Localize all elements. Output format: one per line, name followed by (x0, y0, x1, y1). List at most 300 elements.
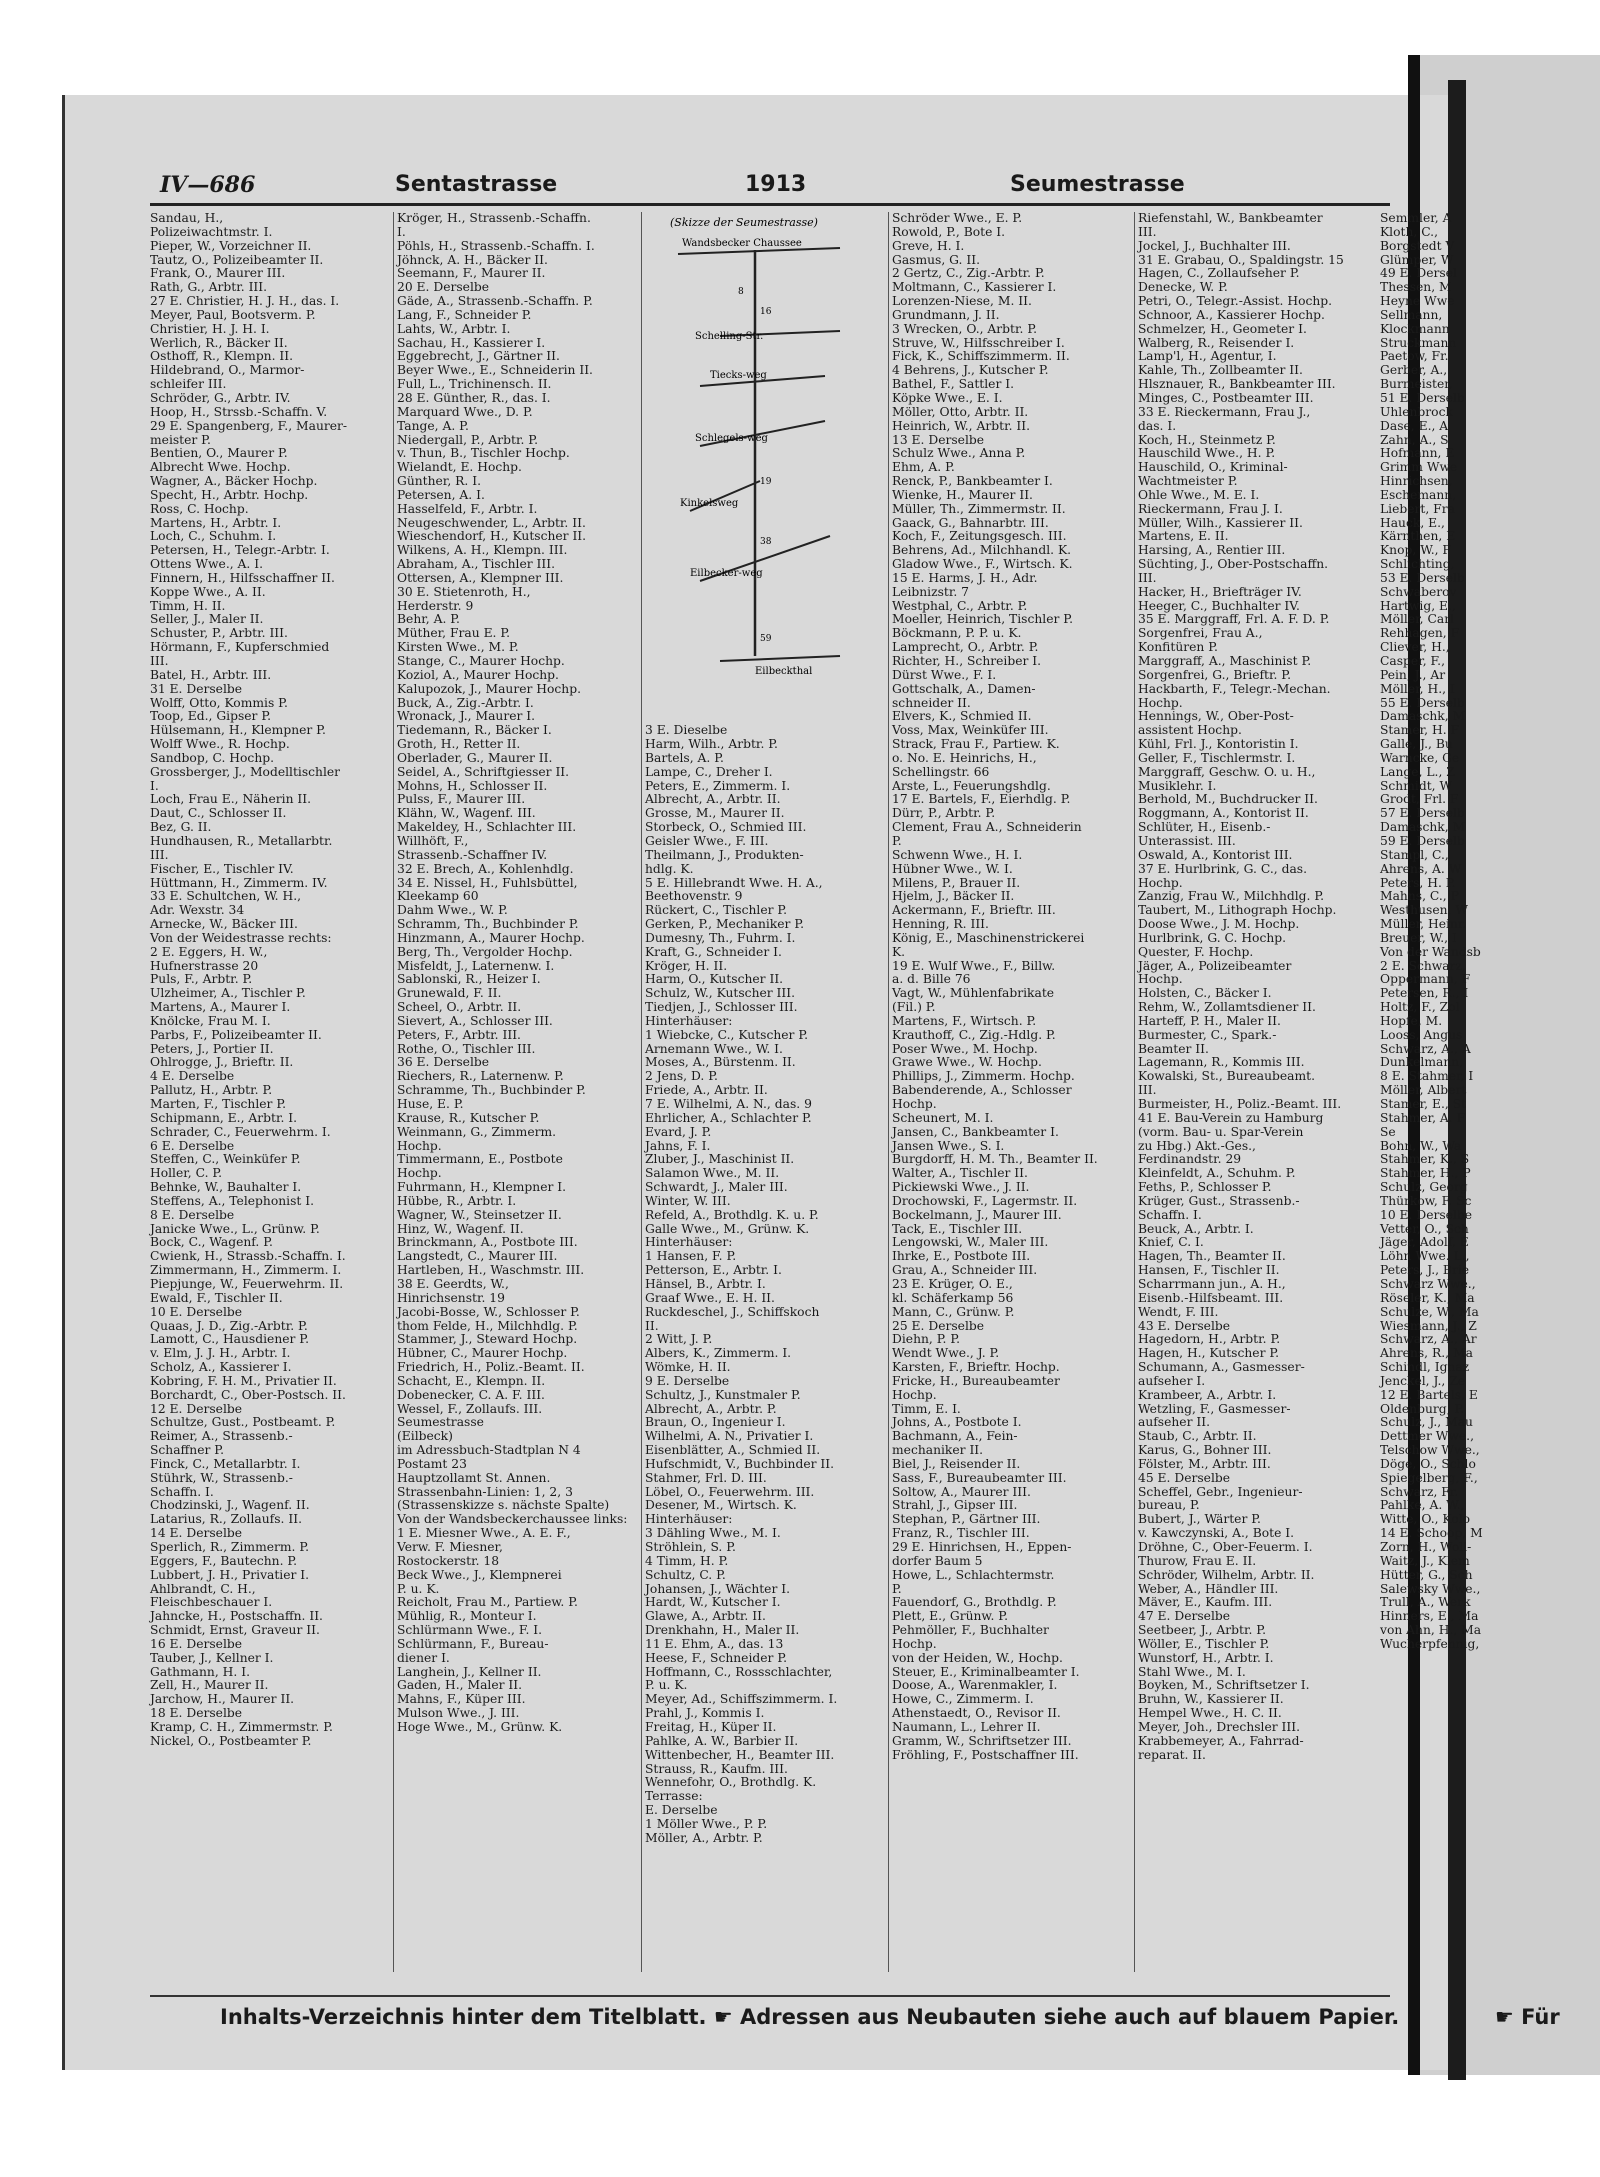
entry-line: Toop, Ed., Gipser P. (150, 709, 272, 724)
entry-line: Gaack, G., Bahnarbtr. III. (892, 515, 1049, 530)
entry-line: Theilmann, J., Produkten- (645, 847, 804, 862)
entry-line: Kröger, H., Strassenb.-Schaffn. (397, 211, 591, 225)
entry-line: Döge, O., Schlo (1380, 1456, 1476, 1471)
entry-line: Cliever, H., (1380, 640, 1450, 655)
entry-line: Borgstedt V (1380, 238, 1455, 253)
year-title: 1913 (745, 172, 807, 197)
entry-line: Hansen, F., Tischler II. (1138, 1263, 1280, 1278)
entry-line: Gottschalk, A., Damen- (892, 681, 1036, 696)
entry-line: Berhold, M., Buchdrucker II. (1138, 792, 1318, 807)
entry-line: Hauck, E., (1380, 515, 1445, 530)
entry-line: Scholz, A., Kassierer I. (150, 1360, 292, 1375)
map-number: 8 (738, 287, 744, 297)
entry-line: Albrecht, A., Arbtr. P. (645, 1401, 777, 1416)
entry-line: Hjelm, J., Bäcker II. (892, 889, 1015, 904)
map-number: 59 (760, 634, 772, 644)
entry-line: Loch, C., Schuhm. I. (150, 529, 277, 544)
entry-line: Seetbeer, J., Arbtr. P. (1138, 1623, 1266, 1638)
entry-line: Hübbe, R., Arbtr. I. (397, 1193, 517, 1208)
entry-line: Schindl, Ignaz (1380, 1360, 1470, 1375)
entry-line: Lamott, C., Hausdiener P. (150, 1332, 310, 1347)
entry-line: Boyken, M., Schriftsetzer I. (1138, 1678, 1310, 1693)
entry-line: 37 E. Hurlbrink, G. C., das. (1138, 861, 1307, 876)
entry-line: Specht, H., Arbtr. Hochp. (150, 487, 309, 502)
column-1 (150, 212, 388, 1749)
entry-line: 2 Gertz, C., Zig.-Arbtr. P. (892, 266, 1045, 281)
entry-line: Langhein, J., Kellner II. (397, 1664, 542, 1679)
entry-line: 49 E. Dersel (1380, 266, 1457, 281)
entry-line: Biel, J., Reisender II. (892, 1456, 1021, 1471)
entry-line: Marggraff, Geschw. O. u. H., (1138, 764, 1316, 779)
entry-line: Ahrens, R., Ma (1380, 1346, 1473, 1361)
entry-line: Lang, F., Schneider P. (397, 307, 532, 322)
entry-line: 4 Timm, H. P. (645, 1553, 729, 1568)
entry-line: Timm, H. II. (150, 598, 226, 613)
entry-line: Sorgenfrei, G., Brieftr. P. (1138, 667, 1291, 682)
entry-line: Kühl, Frl. J., Kontoristin I. (1138, 737, 1299, 752)
entry-line: Makeldey, H., Schlachter III. (397, 820, 577, 835)
column-5 (1138, 212, 1376, 1763)
entry-line: Hütter, G., Sch (1380, 1567, 1473, 1582)
entry-line: Albrecht, A., Arbtr. II. (645, 792, 781, 807)
entry-line: reparat. II. (1138, 1747, 1206, 1762)
entry-line: Jahncke, H., Postschaffn. II. (150, 1609, 323, 1624)
entry-line: Stammer, J., Steward Hochp. (397, 1332, 578, 1347)
entry-line: Hoffmann, C., Rossschlachter, (645, 1664, 833, 1679)
page-header (160, 172, 1390, 206)
entry-line: Schwenn Wwe., H. I. (892, 847, 1023, 862)
entry-line: III. (1138, 224, 1157, 239)
entry-line: Babenderende, A., Schlosser (892, 1083, 1072, 1098)
entry-line: Sellmann, (1380, 307, 1443, 322)
column-divider (393, 212, 394, 1972)
entry-line: 2 E. Schwarz, (1380, 958, 1466, 973)
entry-line: Von der Wandsb (1380, 944, 1481, 959)
entry-line: 16 E. Derselbe (150, 1636, 243, 1651)
entry-line: Jansen, C., Bankbeamter I. (892, 1124, 1059, 1139)
entry-line: Ehrlicher, A., Schlachter P. (645, 1110, 812, 1125)
entry-line: Schulz, W., Kutscher III. (645, 986, 796, 1001)
entry-line: Burmeister, (1380, 377, 1453, 392)
entry-line: Pallutz, H., Arbtr. P. (150, 1083, 273, 1098)
entry-line: (Fil.) P. (892, 1000, 936, 1015)
entry-line: 33 E. Schultchen, W. H., (150, 889, 302, 904)
entry-line: Hübner Wwe., W. I. (892, 861, 1013, 876)
entry-line: Möller, Otto, Arbtr. II. (892, 404, 1029, 419)
entry-line: Sorgenfrei, Frau A., (1138, 626, 1263, 641)
entry-line: Thurow, Frau E. II. (1138, 1553, 1257, 1568)
entry-line: Sievert, A., Schlosser III. (397, 1013, 553, 1028)
entry-line: Schmelzer, H., Geometer I. (1138, 321, 1307, 336)
entry-line: 4 E. Derselbe (150, 1069, 235, 1084)
entry-line: Süchting, J., Ober-Postschaffn. (1138, 557, 1329, 572)
entry-line: Braun, O., Ingenieur I. (645, 1415, 786, 1430)
entry-line: III. (1138, 1083, 1157, 1098)
entry-line: Wittenbecher, H., Beamter III. (645, 1747, 835, 1762)
entry-line: Ohlrogge, J., Brieftr. II. (150, 1055, 294, 1070)
entry-line: P. (892, 1581, 902, 1596)
entry-line: Burmester, C., Spark.- (1138, 1027, 1277, 1042)
entry-line: Rostockerstr. 18 (397, 1553, 500, 1568)
entry-line: Wucherpfennig, (1380, 1636, 1480, 1651)
entry-line: hdlg. K. (645, 861, 694, 876)
footer-rule (150, 1995, 1390, 1997)
entry-line: III. (150, 847, 169, 862)
entry-line: Zorn, H., Woll- (1380, 1540, 1472, 1554)
entry-line: 1 Hansen, F. P. (645, 1249, 737, 1264)
entry-line: Fauendorf, G., Brothdlg. P. (892, 1595, 1057, 1610)
entry-line: Scheunert, M. I. (892, 1110, 994, 1125)
entry-line: Jansen Wwe., S. I. (892, 1138, 1005, 1153)
entry-line: Hofmann, E (1380, 446, 1455, 461)
entry-line: Hasselfeld, F., Arbtr. I. (397, 501, 538, 516)
entry-line: Sablonski, R., Heizer I. (397, 972, 541, 987)
entry-line: Rath, G., Arbtr. III. (150, 280, 268, 295)
entry-line: 12 E. Derselbe (150, 1401, 243, 1416)
entry-line: Dunkelmann, (1380, 1055, 1464, 1070)
entry-line: 51 E. Derselb (1380, 390, 1465, 405)
entry-line: Beyer Wwe., E., Schneiderin II. (397, 363, 593, 378)
entry-line: Postamt 23 (397, 1456, 467, 1471)
entry-line: Heese, F., Schneider P. (645, 1650, 788, 1665)
entry-line: Behrens, Ad., Milchhandl. K. (892, 543, 1072, 558)
entry-line: Holler, C. P. (150, 1166, 223, 1181)
entry-line: Zell, H., Maurer II. (150, 1678, 269, 1693)
entry-line: v. Kawczynski, A., Bote I. (1138, 1526, 1295, 1541)
entry-line: Bock, C., Wagenf. P. (150, 1235, 273, 1250)
entry-line: Reimer, A., Strassenb.- (150, 1429, 293, 1444)
entry-line: Wennefohr, O., Brothdlg. K. (645, 1775, 817, 1790)
entry-line: Krauthoff, C., Zig.-Hdlg. P. (892, 1027, 1056, 1042)
entry-line: Klähn, W., Wagenf. III. (397, 806, 536, 821)
entry-line: Sandbop, C. Hochp. (150, 750, 275, 765)
entry-line: Stamer, H. F (1380, 723, 1460, 738)
entry-line: Warncke, Ge (1380, 750, 1460, 765)
entry-line: 29 E. Hinrichsen, H., Eppen- (892, 1540, 1072, 1554)
entry-line: Schulz Wwe., Anna P. (892, 446, 1026, 461)
entry-line: Plett, E., Grünw. P. (892, 1609, 1009, 1624)
entry-line: 55 E. Derselb (1380, 695, 1465, 710)
entry-line: Gerber, A., (1380, 363, 1448, 378)
entry-line: Beethovenstr. 9 (645, 889, 743, 904)
entry-line: Friede, A., Arbtr. II. (645, 1083, 768, 1098)
entry-line: Bachmann, A., Fein- (892, 1429, 1018, 1444)
entry-line: Kowalski, St., Bureaubeamt. (1138, 1069, 1316, 1084)
entry-line: Bruhn, W., Kassierer II. (1138, 1692, 1284, 1707)
entry-line: Mühlig, R., Monteur I. (397, 1609, 537, 1624)
entry-line: Möller, Carl (1380, 612, 1455, 627)
entry-line: Mahns, C., P (1380, 889, 1459, 904)
entry-line: 6 E. Derselbe (150, 1138, 235, 1153)
entry-line: Leibnizstr. 7 (892, 584, 969, 599)
entry-line: Hagen, Th., Beamter II. (1138, 1249, 1286, 1264)
entry-line: Mäver, E., Kaufm. III. (1138, 1595, 1273, 1610)
entry-line: 34 E. Nissel, H., Fuhlsbüttel, (397, 875, 578, 890)
entry-line: Storbeck, O., Schmied III. (645, 820, 807, 835)
entry-line: Chodzinski, J., Wagenf. II. (150, 1498, 310, 1513)
entry-line: 35 E. Marggraff, Frl. A. F. D. P. (1138, 612, 1330, 627)
map-street-label: Tiecks-weg (710, 370, 767, 381)
entry-line: Schwarz, Fr. (1380, 1484, 1459, 1499)
entry-line (645, 710, 883, 724)
entry-line: Zimmermann, H., Zimmerm. I. (150, 1263, 342, 1278)
entry-line: Oberlader, G., Maurer II. (397, 750, 553, 765)
entry-line: Doose, A., Warenmakler, I. (892, 1678, 1058, 1693)
entry-line: Herderstr. 9 (397, 598, 474, 613)
entry-line: Fuhrmann, H., Klempner I. (397, 1180, 567, 1195)
entry-line: Freitag, H., Küper II. (645, 1719, 777, 1734)
entry-line: Meyer, Paul, Bootsverm. P. (150, 307, 316, 322)
entry-line: Drenkhahn, H., Maler II. (645, 1623, 800, 1638)
entry-line: Ottens Wwe., A. I. (150, 557, 264, 572)
entry-line: Kirsten Wwe., M. P. (397, 640, 519, 655)
entry-line: Beck Wwe., J., Klempnerei (397, 1567, 562, 1582)
entry-line: Meyer, Joh., Drechsler III. (1138, 1719, 1301, 1734)
entry-line: Kloth, C., (1380, 224, 1438, 239)
entry-line: Telschow Wwe., (1380, 1443, 1480, 1458)
entry-line: Milens, P., Brauer II. (892, 875, 1021, 890)
entry-line: Peters, E., Zimmerm. I. (645, 778, 791, 793)
entry-line: 41 E. Bau-Verein zu Hamburg (1138, 1110, 1324, 1125)
entry-line: Strauss, R., Kaufm. III. (645, 1761, 788, 1776)
entry-line: Schlürmann Wwe., F. I. (397, 1623, 543, 1638)
entry-line: thom Felde, H., Milchhdlg. P. (397, 1318, 578, 1333)
entry-line (645, 683, 883, 697)
entry-line: Jahns, F. I. (645, 1138, 711, 1153)
entry-line: Walberg, R., Reisender I. (1138, 335, 1295, 350)
entry-line: meister P. (150, 432, 211, 447)
column-4 (892, 212, 1130, 1763)
entry-line: Bohn, W., Wa (1380, 1138, 1462, 1153)
entry-line: Schacht, E., Klempn. II. (397, 1373, 546, 1388)
entry-line: Wachtmeister P. (1138, 474, 1238, 489)
entry-line: Ehm, A. P. (892, 460, 955, 475)
entry-line: Sass, F., Bureaubeamter III. (892, 1470, 1067, 1485)
entry-line: Knölcke, Frau M. I. (150, 1013, 271, 1028)
entry-line: Thessen, M (1380, 280, 1452, 295)
entry-line: Roggmann, A., Kontorist II. (1138, 806, 1309, 821)
entry-line: aufseher I. (1138, 1373, 1206, 1388)
entry-line: Hauschild Wwe., H. P. (1138, 446, 1276, 461)
entry-line: Möller, A., Arbtr. P. (645, 1830, 763, 1845)
entry-line: Steffen, C., Weinküfer P. (150, 1152, 301, 1167)
map-street-label: Kinkelsweg (680, 498, 739, 509)
entry-line: Grodt, Frl. F (1380, 792, 1459, 807)
entry-line: Schlüter, H., Eisenb.- (1138, 820, 1271, 835)
entry-line: Musiklehr. I. (1138, 778, 1217, 793)
entry-line: Moses, A., Bürstenm. II. (645, 1055, 796, 1070)
entry-line: Neugeschwender, L., Arbtr. II. (397, 515, 586, 530)
entry-line: Pein, J., Ar (1380, 667, 1446, 682)
right-street-title: Seumestrasse (1010, 172, 1185, 197)
entry-line: zu Hbg.) Akt.-Ges., (1138, 1138, 1256, 1153)
entry-line: Köpke Wwe., E. I. (892, 390, 1003, 405)
entry-line: Petersen, A. I. (397, 487, 485, 502)
entry-line: Lorenzen-Niese, M. II. (892, 294, 1032, 309)
map-street-label: Schlegels-weg (695, 433, 768, 444)
entry-line: Ahrens, A. W (1380, 861, 1462, 876)
map-number: 38 (760, 537, 772, 547)
map-number: 19 (760, 477, 772, 487)
entry-line: Finnern, H., Hilfsschaffner II. (150, 570, 335, 585)
entry-line: Howe, C., Zimmerm. I. (892, 1692, 1034, 1707)
entry-line: Dettmer Wwe., (1380, 1429, 1475, 1444)
entry-line: Hempel Wwe., H. C. II. (1138, 1706, 1282, 1721)
entry-line: Greve, H. I. (892, 238, 965, 253)
entry-line: Schellingstr. 66 (892, 764, 990, 779)
entry-line: 57 E. Derselb (1380, 806, 1465, 821)
entry-line: Konfitüren P. (1138, 640, 1218, 655)
entry-line: Wömke, H. II. (645, 1360, 731, 1375)
entry-line: Strack, Frau F., Partiew. K. (892, 737, 1060, 752)
entry-line: Hänsel, B., Arbtr. I. (645, 1276, 766, 1291)
entry-line: Se (1380, 1124, 1396, 1139)
entry-line: Dröhne, C., Ober-Feuerm. I. (1138, 1540, 1313, 1554)
entry-line: 45 E. Derselbe (1138, 1470, 1231, 1485)
footer-notice: Inhalts-Verzeichnis hinter dem Titelblatt. ☛ Adressen aus Neubauten siehe auch auf blauem Papier. (220, 2005, 1400, 2029)
entry-line: Möller, Albert (1380, 1083, 1467, 1098)
entry-line: Huse, E. P. (397, 1097, 464, 1111)
map-number: 16 (760, 307, 772, 317)
entry-line: Hochp. (397, 1138, 442, 1153)
entry-line: Phillips, J., Zimmerm. Hochp. (892, 1069, 1075, 1084)
entry-line: Koziol, A., Maurer Hochp. (397, 667, 559, 682)
entry-line: Ohle Wwe., M. E. I. (1138, 487, 1260, 502)
entry-line: Stahmer, H., P (1380, 1166, 1471, 1181)
column-6-partial (1380, 212, 1600, 1652)
entry-line: (Strassenskizze s. nächste Spalte) (397, 1498, 610, 1513)
entry-line: 31 E. Derselbe (150, 681, 243, 696)
entry-line: Minges, C., Postbeamter III. (1138, 390, 1314, 405)
entry-line: Schultze, Gust., Postbeamt. P. (150, 1415, 336, 1430)
entry-line: Grimm Wwe (1380, 460, 1458, 475)
entry-line: 14 E. Schoop, M (1380, 1526, 1483, 1541)
entry-line: Wilkens, A. H., Klempn. III. (397, 543, 568, 558)
entry-line: Ackermann, F., Brieftr. III. (892, 903, 1056, 918)
entry-line: 8 E. Stahmer, I (1380, 1069, 1474, 1084)
entry-line: König, E., Maschinenstrickerei (892, 930, 1085, 945)
entry-line: Stahmer, A. F (1380, 1110, 1466, 1125)
entry-line: Franz, R., Tischler III. (892, 1526, 1030, 1541)
entry-line: Strahl, J., Gipser III. (892, 1498, 1018, 1513)
entry-line: Kraft, G., Schneider I. (645, 944, 782, 959)
entry-line: v. Thun, B., Tischler Hochp. (397, 446, 570, 461)
entry-line: Mahns, F., Küper III. (397, 1692, 526, 1707)
entry-line: Hochp. (1138, 875, 1183, 890)
entry-line: Wronack, J., Maurer I. (397, 709, 536, 724)
entry-line: Röseler, K., Ma (1380, 1290, 1475, 1305)
entry-line: Eggers, F., Bautechn. P. (150, 1553, 298, 1568)
entry-line: Stahmer, K., S (1380, 1152, 1470, 1167)
entry-line: 32 E. Brech, A., Kohlenhdlg. (397, 861, 574, 876)
entry-line: bureau, P. (1138, 1498, 1200, 1513)
entry-line: Riefenstahl, W., Bankbeamter (1138, 211, 1323, 225)
entry-line: Schaffn. I. (150, 1484, 214, 1499)
entry-line: Knief, C. I. (1138, 1235, 1204, 1250)
entry-line: Taubert, M., Lithograph Hochp. (1138, 903, 1337, 918)
entry-line: Hochp. (892, 1387, 937, 1402)
entry-line: Pöhls, H., Strassenb.-Schaffn. I. (397, 238, 595, 253)
entry-line: Nickel, O., Postbeamter P. (150, 1733, 312, 1748)
entry-line: Diehn, P. P. (892, 1332, 961, 1347)
entry-line: 9 E. Derselbe (645, 1373, 730, 1388)
entry-line: Rehm, W., Zollamtsdiener II. (1138, 1000, 1316, 1015)
entry-line: von Ahn, H., Ma (1380, 1623, 1482, 1638)
entry-line: Schwarz, A., A (1380, 1041, 1471, 1056)
entry-line: Henning, R. III. (892, 917, 989, 932)
entry-line: Hüttmann, H., Zimmerm. IV. (150, 875, 328, 890)
entry-line: Witte, O., Kolo (1380, 1512, 1471, 1527)
entry-line: Grau, A., Schneider III. (892, 1263, 1038, 1278)
entry-line: 4 Behrens, J., Kutscher P. (892, 363, 1049, 378)
entry-line: Peters, J., Portier II. (150, 1041, 274, 1056)
column-2 (397, 212, 635, 1735)
entry-line: Hoge Wwe., M., Grünw. K. (397, 1719, 563, 1734)
entry-line: Schulz, J., Mau (1380, 1415, 1473, 1430)
entry-line: Denecke, W. P. (1138, 280, 1228, 295)
entry-line: Desener, M., Wirtsch. K. (645, 1498, 797, 1513)
entry-line: Schaffner P. (150, 1443, 224, 1458)
entry-line: Gramm, W., Schriftsetzer III. (892, 1733, 1072, 1748)
entry-line: 7 E. Wilhelmi, A. N., das. 9 (645, 1097, 812, 1111)
entry-line: Stamer, E., St (1380, 1097, 1467, 1111)
entry-line: Pehmöller, F., Buchhalter (892, 1623, 1049, 1638)
entry-line: I. (397, 224, 406, 239)
entry-line: Abraham, A., Tischler III. (397, 557, 556, 572)
entry-line: (vorm. Bau- u. Spar-Verein (1138, 1124, 1304, 1139)
entry-line: 33 E. Rieckermann, Frau J., (1138, 404, 1311, 419)
entry-line: Werlich, R., Bäcker II. (150, 335, 288, 350)
entry-line: 1 Möller Wwe., P. P. (645, 1816, 768, 1831)
entry-line: Stührk, W., Strassenb.- (150, 1470, 293, 1485)
entry-line: Harm, O., Kutscher II. (645, 972, 784, 987)
entry-line: Wolff, Otto, Kommis P. (150, 695, 288, 710)
entry-line: 53 E. Derselb (1380, 570, 1465, 585)
entry-line: Jarchow, H., Maurer II. (150, 1692, 295, 1707)
entry-line: Hochp. (1138, 695, 1183, 710)
entry-line: Cwienk, H., Strassb.-Schaffn. I. (150, 1249, 346, 1264)
entry-line: Knop, W., F (1380, 543, 1451, 558)
entry-line: 10 E. Derselbe (150, 1304, 243, 1319)
entry-line: Stephan, P., Gärtner III. (892, 1512, 1041, 1527)
entry-line: Schaffn. I. (1138, 1207, 1202, 1222)
entry-line: kl. Schäferkamp 56 (892, 1290, 1014, 1305)
entry-line: Eggebrecht, J., Gärtner II. (397, 349, 560, 364)
entry-line: Unterassist. III. (1138, 833, 1236, 848)
entry-line: Hagedorn, H., Arbtr. P. (1138, 1332, 1281, 1347)
entry-line: Schramm, Th., Buchbinder P. (397, 917, 579, 932)
entry-line: Timmermann, E., Postbote (397, 1152, 563, 1167)
entry-line: Osthoff, R., Klempn. II. (150, 349, 294, 364)
entry-line: Lahts, W., Arbtr. I. (397, 321, 511, 336)
entry-line: o. No. E. Heinrichs, H., (892, 750, 1037, 765)
entry-line: Hinterhäuser: (645, 1235, 733, 1250)
map-street-label: Eilbecker-weg (690, 568, 763, 579)
entry-line: Peters, F., Arbtr. III. (397, 1027, 521, 1042)
entry-line: Hörmann, F., Kupferschmied (150, 640, 330, 655)
entry-line: Wunstorf, H., Arbtr. I. (1138, 1650, 1274, 1665)
entry-line: Grunewald, F. II. (397, 986, 502, 1001)
entry-line: Hardt, W., Kutscher I. (645, 1595, 781, 1610)
entry-line: Naumann, L., Lehrer II. (892, 1719, 1041, 1734)
entry-line: Quaas, J. D., Zig.-Arbtr. P. (150, 1318, 308, 1333)
entry-line: Voss, Max, Weinküfer III. (892, 723, 1049, 738)
entry-line: Loch, Frau E., Näherin II. (150, 792, 312, 807)
entry-line: Marggraff, A., Maschinist P. (1138, 654, 1312, 668)
column-divider (1134, 212, 1135, 1972)
entry-line: Hochp. (1138, 972, 1183, 987)
entry-line: Schulz, Georg (1380, 1180, 1468, 1195)
